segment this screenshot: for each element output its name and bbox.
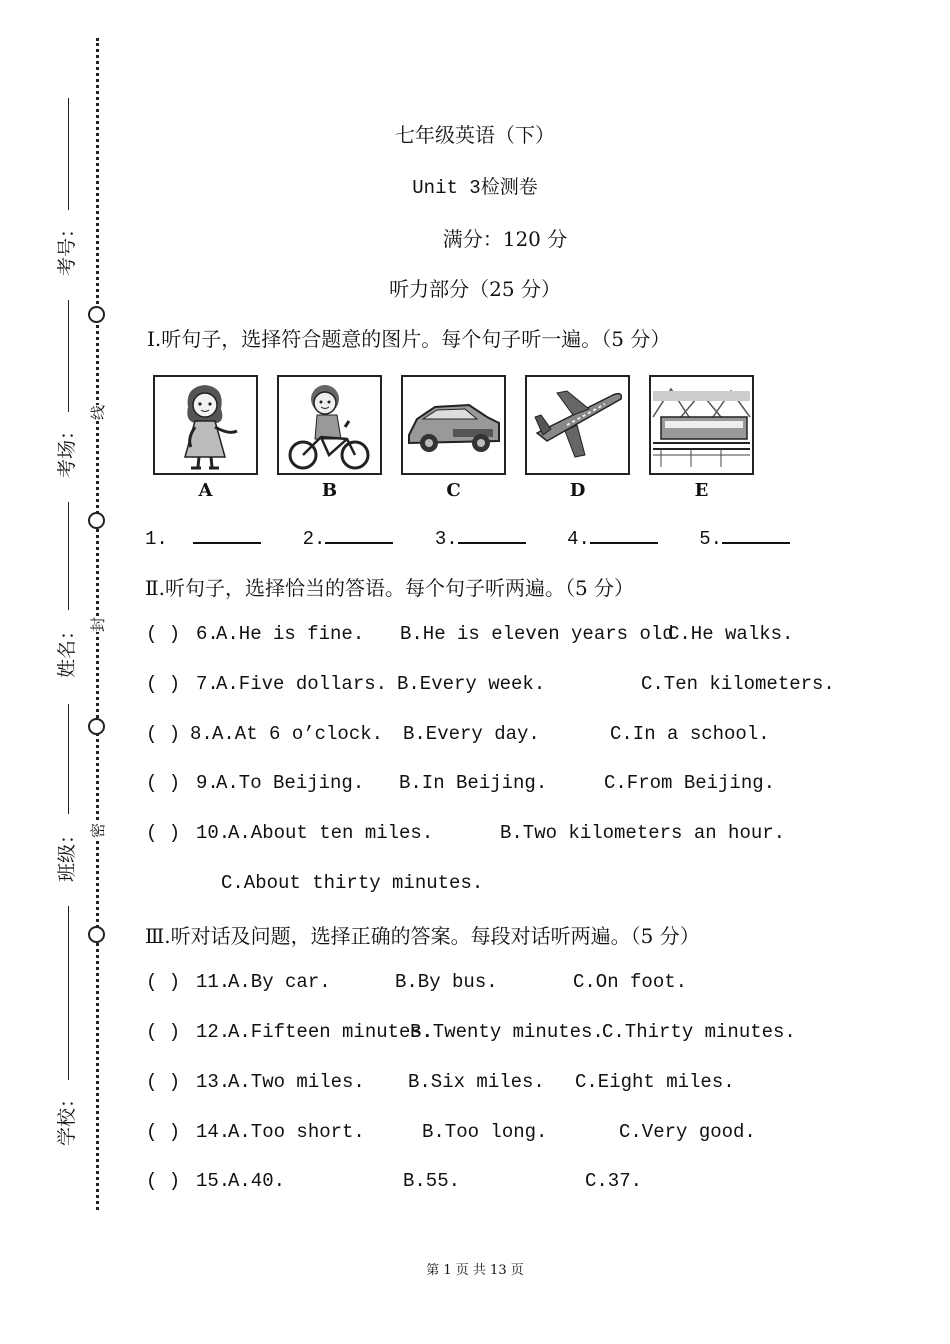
- q15-answer-paren[interactable]: ( ): [146, 1170, 181, 1192]
- hole-circle: [88, 306, 105, 323]
- q7-option-b: B.Every week.: [397, 673, 546, 695]
- q12-option-a: A.Fifteen minutes.: [228, 1021, 434, 1043]
- q11-answer-paren[interactable]: ( ): [146, 971, 181, 993]
- q8-option-a: A.At 6 o’clock.: [212, 723, 384, 745]
- q8-number: 8.: [190, 723, 213, 745]
- answer-blank-3[interactable]: [458, 524, 526, 544]
- q15-option-b: B.55.: [403, 1170, 461, 1192]
- q12-answer-paren[interactable]: ( ): [146, 1021, 181, 1043]
- q15-number: 15.: [196, 1170, 231, 1192]
- q9-option-a: A.To Beijing.: [216, 772, 365, 794]
- q6-option-a: A.He is fine.: [216, 623, 365, 645]
- q7-answer-paren[interactable]: ( ): [146, 673, 181, 695]
- blank-1-number: 1.: [145, 528, 168, 550]
- q9-answer-paren[interactable]: ( ): [146, 772, 181, 794]
- picture-label-d: D: [569, 480, 586, 501]
- section1-heading: Ⅰ.听句子，选择符合题意的图片。每个句子听一遍。（5 分）: [147, 327, 671, 351]
- seal-char-seal: 封: [89, 616, 108, 633]
- blank-3-number: 3.: [434, 528, 458, 550]
- exam-number-label: 考号：: [56, 218, 78, 276]
- q9-option-b: B.In Beijing.: [399, 772, 548, 794]
- picture-label-b: B: [321, 480, 338, 501]
- blank-4-number: 4.: [567, 528, 590, 550]
- train-icon: [651, 377, 752, 473]
- class-label: 班级：: [56, 824, 78, 882]
- school-label: 学校：: [56, 1088, 78, 1146]
- q6-option-c: C.He walks.: [668, 623, 794, 645]
- airplane-icon: [527, 377, 628, 473]
- q7-option-c: C.Ten kilometers.: [641, 673, 835, 695]
- q11-number: 11.: [196, 971, 231, 993]
- q11-option-a: A.By car.: [228, 971, 331, 993]
- name-label: 姓名：: [56, 620, 78, 678]
- q6-answer-paren[interactable]: ( ): [146, 623, 181, 645]
- section2-heading: Ⅱ.听句子，选择恰当的答语。每个句子听两遍。（5 分）: [145, 576, 635, 600]
- q10-option-c: C.About thirty minutes.: [221, 872, 484, 894]
- picture-c: [401, 375, 506, 475]
- q14-number: 14.: [196, 1121, 231, 1143]
- q13-option-a: A.Two miles.: [228, 1071, 365, 1093]
- q8-answer-paren[interactable]: ( ): [146, 723, 181, 745]
- q7-option-a: A.Five dollars.: [216, 673, 388, 695]
- page-number: 第 1 页 共 13 页: [426, 1263, 524, 1278]
- seal-char-line: 线: [89, 404, 108, 421]
- q6-option-b: B.He is eleven years old: [400, 623, 674, 645]
- full-score: 满分：120 分: [442, 227, 568, 251]
- listening-title: 听力部分（25 分）: [389, 277, 561, 301]
- q7-number: 7.: [196, 673, 219, 695]
- picture-d: [525, 375, 630, 475]
- q13-number: 13.: [196, 1071, 231, 1093]
- picture-a: [153, 375, 258, 475]
- q10-number: 10.: [196, 822, 231, 844]
- answer-blank-row: [145, 524, 790, 550]
- school-field[interactable]: [68, 906, 69, 1080]
- blank-5-number: 5.: [699, 528, 723, 550]
- q14-answer-paren[interactable]: ( ): [146, 1121, 181, 1143]
- q11-option-b: B.By bus.: [395, 971, 498, 993]
- picture-e: [649, 375, 754, 475]
- picture-label-e: E: [694, 480, 709, 501]
- class-field[interactable]: [68, 704, 69, 814]
- section3-heading: Ⅲ.听对话及问题，选择正确的答案。每段对话听两遍。（5 分）: [145, 924, 700, 948]
- q14-option-b: B.Too long.: [422, 1121, 548, 1143]
- hole-circle: [88, 926, 105, 943]
- q9-option-c: C.From Beijing.: [604, 772, 776, 794]
- girl-on-bicycle-icon: [279, 377, 380, 473]
- q15-option-c: C.37.: [585, 1170, 643, 1192]
- q12-number: 12.: [196, 1021, 231, 1043]
- answer-blank-2[interactable]: [325, 524, 393, 544]
- q13-option-c: C.Eight miles.: [575, 1071, 735, 1093]
- q9-number: 9.: [196, 772, 219, 794]
- hole-circle: [88, 718, 105, 735]
- q13-answer-paren[interactable]: ( ): [146, 1071, 181, 1093]
- q12-option-c: C.Thirty minutes.: [602, 1021, 796, 1043]
- q8-option-c: C.In a school.: [610, 723, 770, 745]
- answer-blank-1[interactable]: [193, 524, 261, 544]
- q14-option-c: C.Very good.: [619, 1121, 756, 1143]
- q13-option-b: B.Six miles.: [408, 1071, 545, 1093]
- exam-room-label: 考场：: [56, 420, 78, 478]
- blank-2-number: 2.: [302, 528, 326, 550]
- name-field[interactable]: [68, 502, 69, 610]
- girl-standing-icon: [155, 377, 256, 473]
- answer-blank-5[interactable]: [722, 524, 790, 544]
- page-title: 七年级英语（下）: [395, 123, 555, 147]
- answer-blank-4[interactable]: [590, 524, 658, 544]
- car-icon: [403, 377, 504, 473]
- picture-label-a: A: [198, 480, 213, 501]
- q6-number: 6.: [196, 623, 219, 645]
- hole-circle: [88, 512, 105, 529]
- q10-answer-paren[interactable]: ( ): [146, 822, 181, 844]
- picture-b: [277, 375, 382, 475]
- q15-option-a: A.40.: [228, 1170, 286, 1192]
- seal-char-secret: 密: [89, 822, 108, 839]
- q14-option-a: A.Too short.: [228, 1121, 365, 1143]
- q11-option-c: C.On foot.: [573, 971, 688, 993]
- unit-title: Unit 3检测卷: [412, 177, 538, 199]
- picture-label-c: C: [446, 480, 461, 501]
- q10-option-b: B.Two kilometers an hour.: [500, 822, 786, 844]
- q12-option-b: B.Twenty minutes.: [410, 1021, 604, 1043]
- q10-option-a: A.About ten miles.: [228, 822, 434, 844]
- q8-option-b: B.Every day.: [403, 723, 540, 745]
- exam-room-field[interactable]: [68, 300, 69, 412]
